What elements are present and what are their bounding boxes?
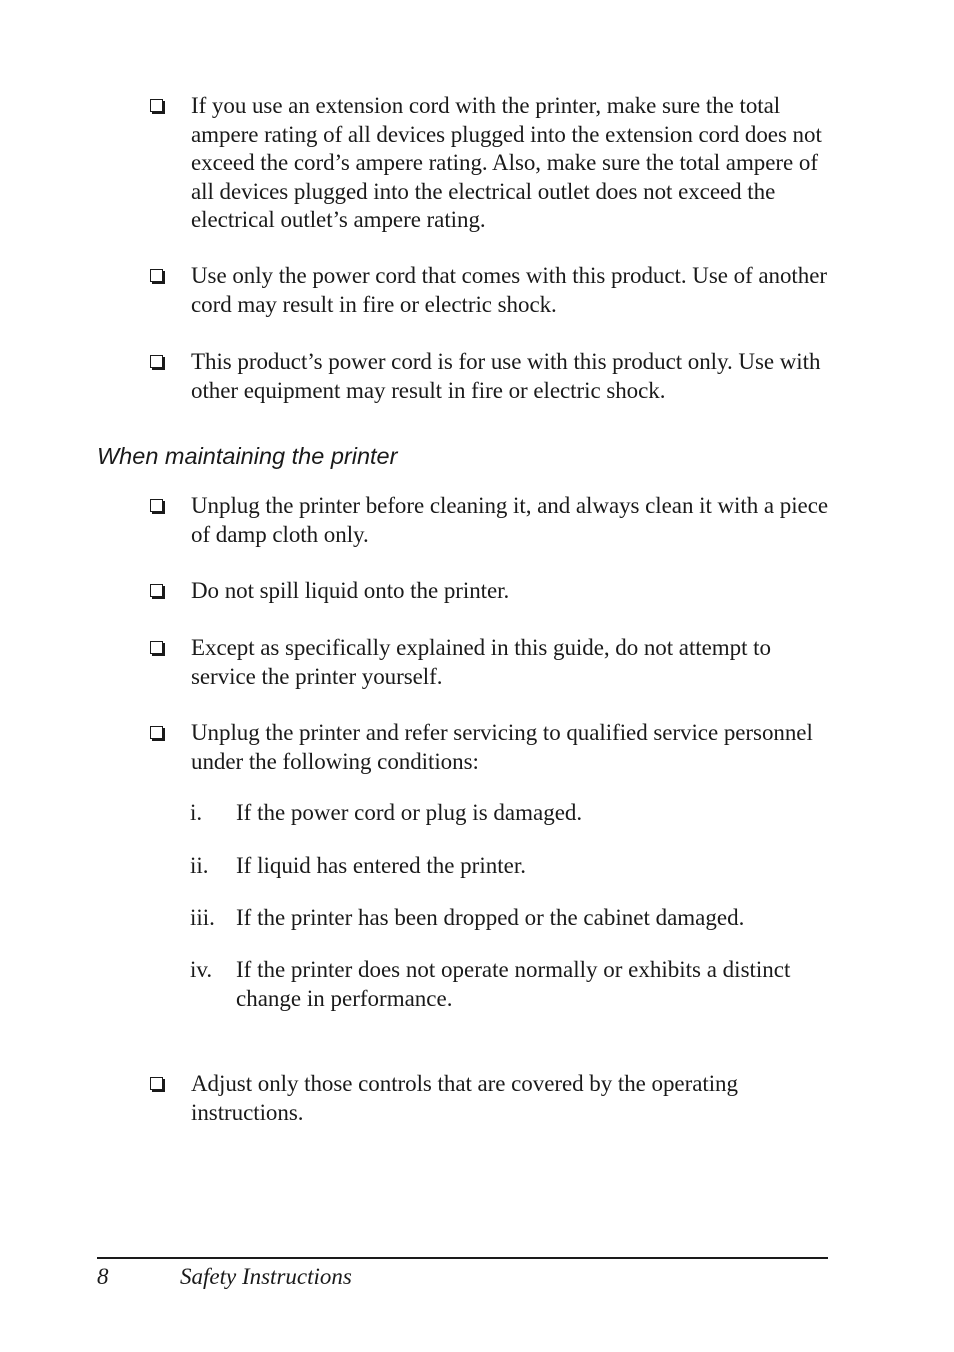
checkbox-bullet-icon [150,584,163,597]
bullet-text: Unplug the printer before cleaning it, and always clean it with a piece of damp cloth only. [191,493,829,547]
bullet-item [150,348,840,405]
bullet-item [150,92,840,235]
bullet-text: Except as specifically explained in this guide, do not attempt to service the printer yourself. [191,635,771,689]
checkbox-bullet-icon [150,499,163,512]
bullet-item [150,577,840,606]
footer-section-title: Safety Instructions [180,1264,352,1289]
condition-text: If liquid has entered the printer. [236,853,526,878]
bullet-text: Adjust only those controls that are covered by the operating instructions. [191,1071,738,1125]
condition-text: If the printer does not operate normally or exhibits a distinct change in performance. [236,957,791,1011]
page-number: 8 [97,1264,109,1289]
bullet-item [150,719,840,776]
section-heading: When maintaining the printer [97,443,398,469]
checkbox-bullet-icon [150,269,163,282]
checkbox-bullet-icon [150,726,163,739]
bullet-item [150,634,840,691]
bullet-text: If you use an extension cord with the printer, make sure the total ampere rating of all devices plugged into the extension cord does not exceed the cord’s ampere rating. Also, make sure the total ampere of all devices plugged into the electrical outlet does not exceed the electrical outlet’s ampere rating. [191,93,822,232]
bullet-text: This product’s power cord is for use with this product only. Use with other equipment may result in fire or electric shock. [191,349,821,403]
condition-text: If the power cord or plug is damaged. [236,800,583,825]
condition-marker: iii. [190,905,215,930]
condition-item [190,956,840,1013]
condition-item [190,904,840,933]
condition-marker: i. [190,800,203,825]
condition-text: If the printer has been dropped or the cabinet damaged. [236,905,745,930]
condition-marker: iv. [190,957,213,982]
checkbox-bullet-icon [150,99,163,112]
condition-item [190,852,840,881]
checkbox-bullet-icon [150,1077,163,1090]
checkbox-bullet-icon [150,641,163,654]
bullet-item [150,262,840,319]
bullet-item [150,1070,840,1127]
checkbox-bullet-icon [150,355,163,368]
bullet-item [150,492,840,549]
bullet-text: Do not spill liquid onto the printer. [191,578,510,603]
bullet-text: Unplug the printer and refer servicing to qualified service personnel under the following conditions: [191,720,813,774]
bullet-text: Use only the power cord that comes with this product. Use of another cord may result in fire or electric shock. [191,263,827,317]
condition-marker: ii. [190,853,209,878]
condition-item [190,799,840,828]
footer-divider [97,1257,828,1259]
